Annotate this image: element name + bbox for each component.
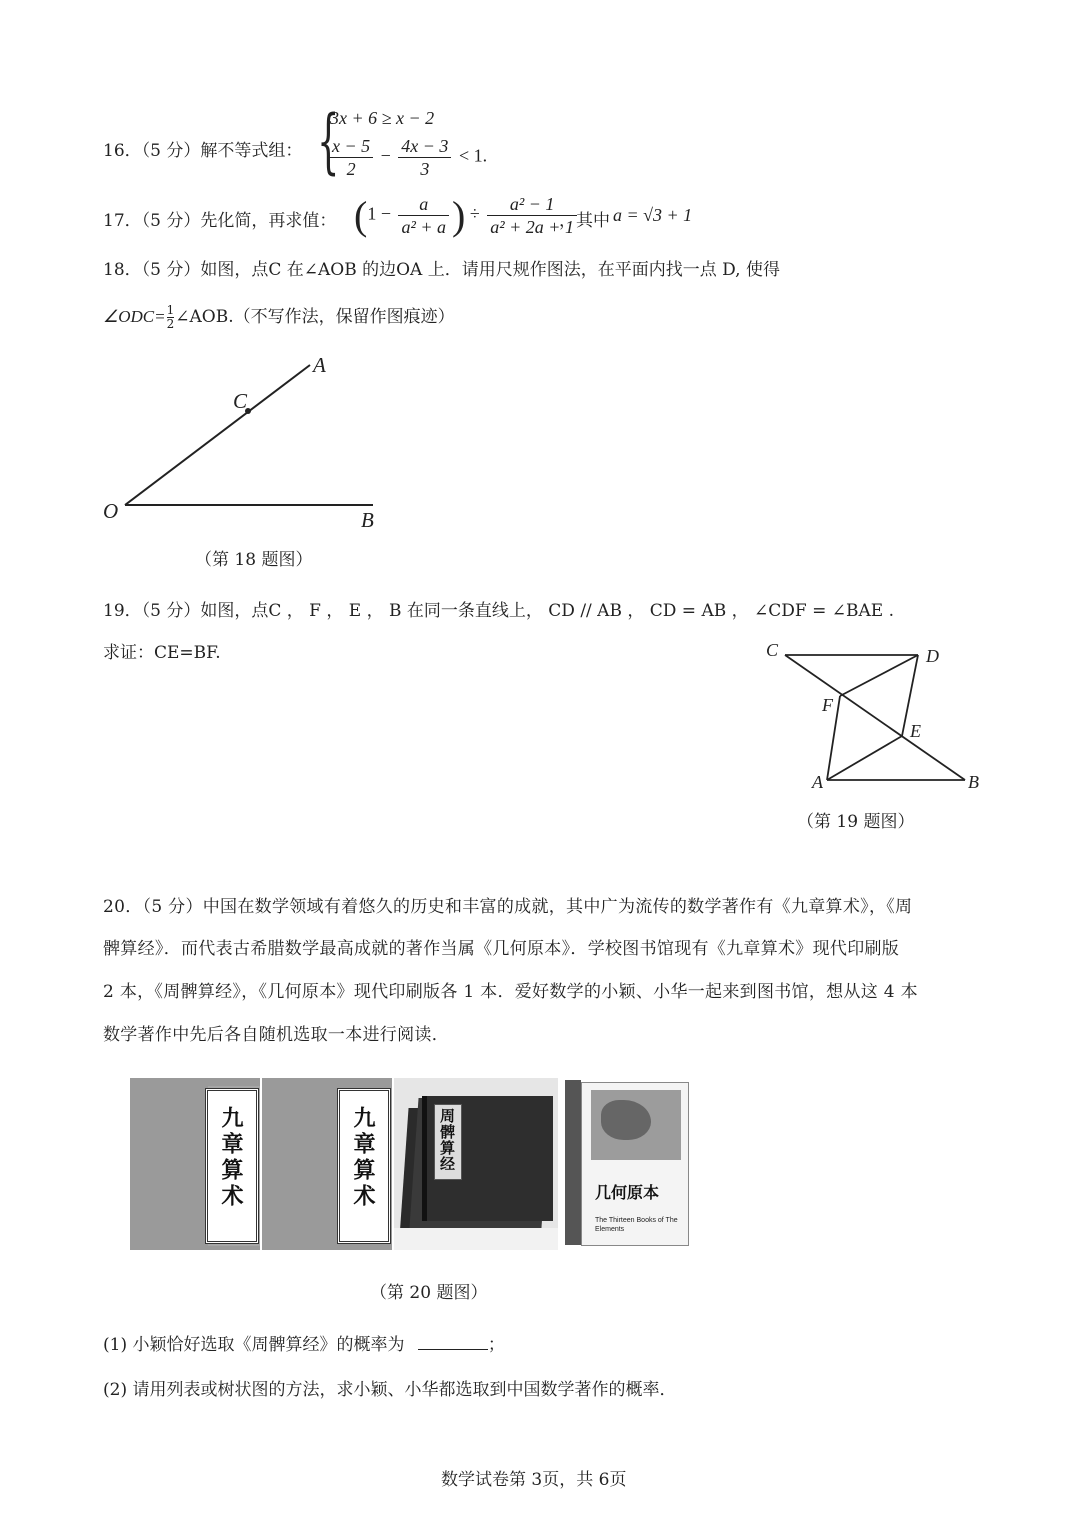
book-image-jiuzhang-2	[262, 1078, 392, 1250]
q20-sub1-end: ；	[487, 1335, 505, 1355]
q17-tail: ，其中	[559, 211, 610, 231]
segment-ae	[827, 736, 902, 780]
q19-caption: （第 19 题图）	[797, 812, 915, 832]
q16-number: 16．（5 分）解不等式组：	[103, 141, 303, 161]
book4-title: 几何原本	[595, 1183, 660, 1202]
q18-line2-post: ∠AOB.（不写作法，保留作图痕迹）	[175, 307, 455, 327]
label-a: A	[812, 772, 823, 792]
book2-title: 九章算术	[350, 1106, 376, 1210]
q20-sub1	[103, 1330, 505, 1355]
label-e: E	[910, 721, 921, 741]
q16-frac2-den: 3	[420, 159, 430, 179]
q17-frac2-num: a² − 1	[487, 193, 577, 216]
q17-value: a = √3 + 1	[613, 205, 693, 225]
q17-number: 17．（5 分）先化简，再求值：	[103, 211, 337, 231]
q17-expression: (1 − $\frac{a}{\text{a² + a}}$ ) ÷ $\frac{\text{a² − 1}}{\text{a² + 2a + 1}}$	[354, 192, 580, 239]
page-footer: 数学试卷第 3页，共 6页	[441, 1470, 627, 1490]
segment-ce-b	[785, 655, 965, 780]
book1-title: 九章算术	[218, 1106, 244, 1210]
system-brace: {	[317, 100, 340, 182]
label-b: B	[968, 772, 979, 792]
label-b: B	[361, 508, 374, 532]
q18-frac-den: 2	[166, 317, 175, 331]
segment-df	[840, 655, 918, 696]
q17-frac1-den: a² + a	[401, 217, 447, 237]
q20-para2: 髀算经》．而代表古希腊数学最高成就的著作当属《几何原本》．学校图书馆现有《九章算术》现代印刷版	[103, 939, 900, 959]
label-d: D	[926, 646, 939, 666]
answer-blank[interactable]	[418, 1335, 488, 1350]
label-c: C	[233, 389, 248, 413]
q20-sub2: (2) 请用列表或树状图的方法，求小颖、小华都选取到中国数学著作的概率．	[103, 1380, 677, 1400]
q16-frac1-den: 2	[346, 159, 356, 179]
q20-caption: （第 20 题图）	[370, 1283, 488, 1303]
q18-caption: （第 18 题图）	[195, 550, 313, 570]
q20-para3: 2 本，《周髀算经》，《几何原本》现代印刷版各 1 本．爱好数学的小颖、小华一起来到图书馆，想从这 4 本	[103, 982, 918, 1002]
ray-oa	[125, 365, 310, 505]
q16-minus: −	[380, 145, 391, 166]
q16-frac2-num: 4x − 3	[398, 135, 451, 158]
q17-one-minus: 1 −	[367, 203, 391, 224]
figure-19	[760, 635, 990, 800]
book-image-jiuzhang-1	[130, 1078, 260, 1250]
q16-frac1-num: x − 5	[329, 135, 373, 158]
q18-line2	[103, 302, 455, 331]
q18-frac-num: 1	[166, 303, 175, 317]
q16-end: .	[482, 145, 488, 166]
book3-title: 周髀算经	[438, 1108, 456, 1172]
book4-english: The Thirteen Books of The Elements	[595, 1217, 678, 1233]
q18-line1: 18．（5 分）如图，点C 在∠AOB 的边OA 上．请用尺规作图法，在平面内找一点 D, 使得	[103, 260, 780, 280]
q17-divide: ÷	[469, 203, 480, 224]
q20-sub1-text: (1) 小颖恰好选取《周髀算经》的概率为	[103, 1335, 405, 1355]
book-image-jihe	[565, 1080, 690, 1248]
q17-frac1-num: a	[398, 193, 449, 216]
book-image-zhoubi	[394, 1078, 558, 1250]
label-a: A	[313, 353, 326, 377]
label-c: C	[766, 640, 779, 660]
figure-18	[95, 350, 395, 540]
q20-para4: 数学著作中先后各自随机选取一本进行阅读．	[103, 1025, 449, 1045]
q20-para1: 20．（5 分）中国在数学领域有着悠久的历史和丰富的成就，其中广为流传的数学著作有《九章算术》，《周	[103, 897, 913, 917]
label-f: F	[822, 695, 833, 715]
q17-frac2-den: a² + 2a + 1	[490, 217, 574, 237]
q19-line2: 求证：CE=BF.	[103, 643, 221, 663]
q16-rhs: < 1	[458, 145, 483, 166]
q16-inequality-1: 3x + 6 ≥ x − 2	[330, 108, 435, 128]
q16-inequality-2	[326, 135, 487, 180]
q18-angle-odc: ∠ODC=	[103, 307, 166, 326]
label-o: O	[103, 499, 119, 523]
q19-line1: 19．（5 分）如图，点C ， F ， E ， B 在同一条直线上， CD // AB ， CD = AB ， ∠CDF = ∠BAE .	[103, 601, 894, 621]
